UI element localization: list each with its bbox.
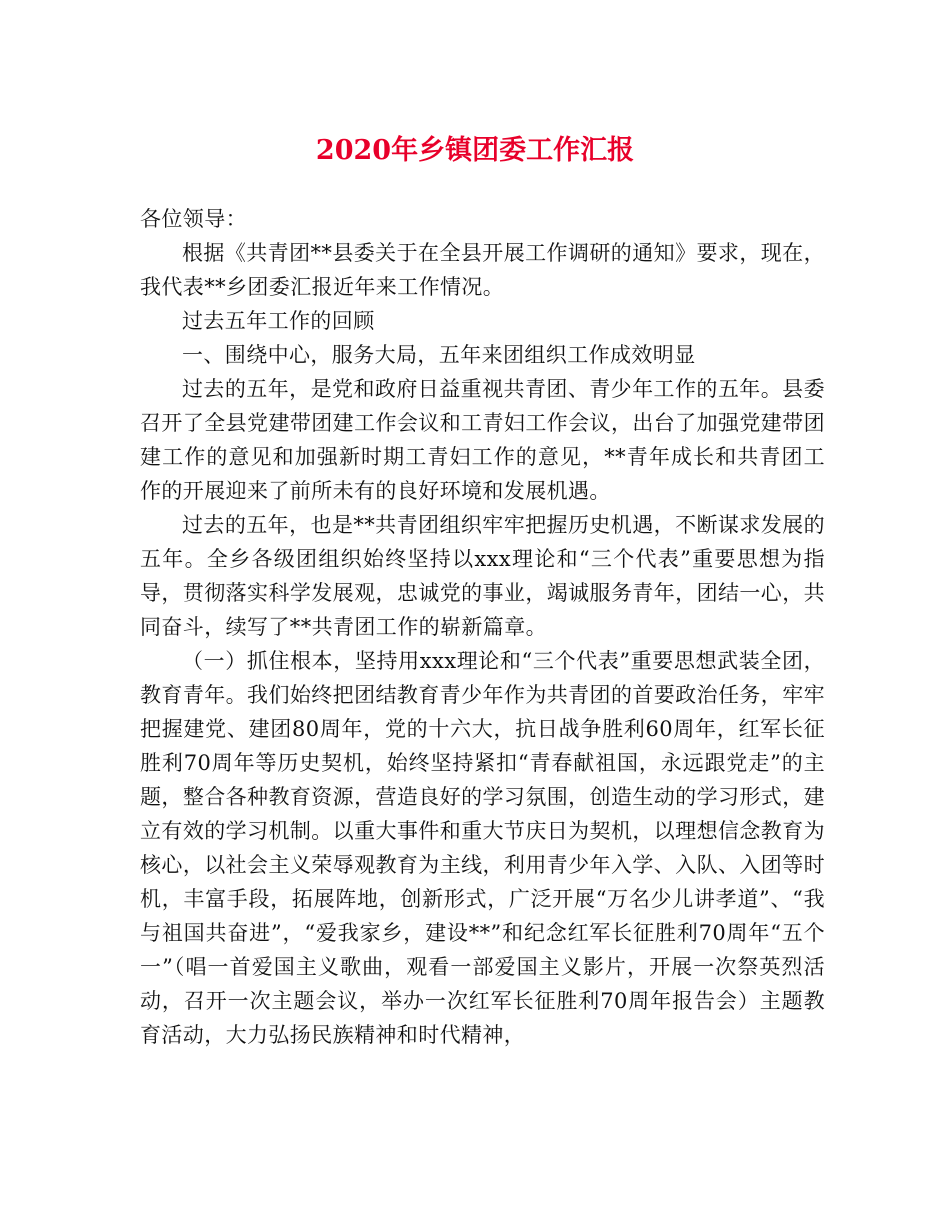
document-body: [140, 202, 825, 1052]
paragraph-five-years-league: 过去的五年，也是**共青团组织牢牢把握历史机遇，不断谋求发展的五年。全乡各级团组织始终坚持以xxx理论和“三个代表”重要思想为指导，贯彻落实科学发展观，忠诚党的事业，竭诚服务青年，团结一心，共同奋斗，续写了**共青团工作的崭新篇章。: [140, 513, 825, 639]
paragraph-five-years-party: 过去的五年，是党和政府日益重视共青团、青少年工作的五年。县委召开了全县党建带团建工作会议和工青妇工作会议，出台了加强党建带团建工作的意见和加强新时期工青妇工作的意见，**青年成长和共青团工作的开展迎来了前所未有的良好环境和发展机遇。: [140, 377, 825, 503]
document-title: 2020年乡镇团委工作汇报: [315, 135, 635, 166]
heading-review: 过去五年工作的回顾: [182, 309, 375, 333]
salutation: 各位领导：: [140, 207, 247, 231]
paragraph-intro: 根据《共青团**县委关于在全县开展工作调研的通知》要求，现在，我代表**乡团委汇报近年来工作情况。: [140, 241, 825, 299]
paragraph-item-one: （一）抓住根本，坚持用xxx理论和“三个代表”重要思想武装全团，教育青年。我们始终把团结教育青少年作为共青团的首要政治任务，牢牢把握建党、建团80周年，党的十六大，抗日战争胜利60周年，红军长征胜利70周年等历史契机，始终坚持紧扣“青春献祖国，永远跟党走”的主题，整合各种教育资源，营造良好的学习氛围，创造生动的学习形式，建立有效的学习机制。以重大事件和重大节庆日为契机，以理想信念教育为核心，以社会主义荣辱观教育为主线，利用青少年入学、入队、入团等时机，丰富手段，拓展阵地，创新形式，广泛开展“万名少儿讲孝道”、“我与祖国共奋进”，“爱我家乡，建设**”和纪念红军长征胜利70周年“五个一”（唱一首爱国主义歌曲，观看一部爱国主义影片，开展一次祭英烈活动，召开一次主题会议，举办一次红军长征胜利70周年报告会）主题教育活动，大力弘扬民族精神和时代精神，: [140, 649, 825, 1047]
heading-section-one: 一、围绕中心，服务大局，五年来团组织工作成效明显: [182, 343, 696, 367]
